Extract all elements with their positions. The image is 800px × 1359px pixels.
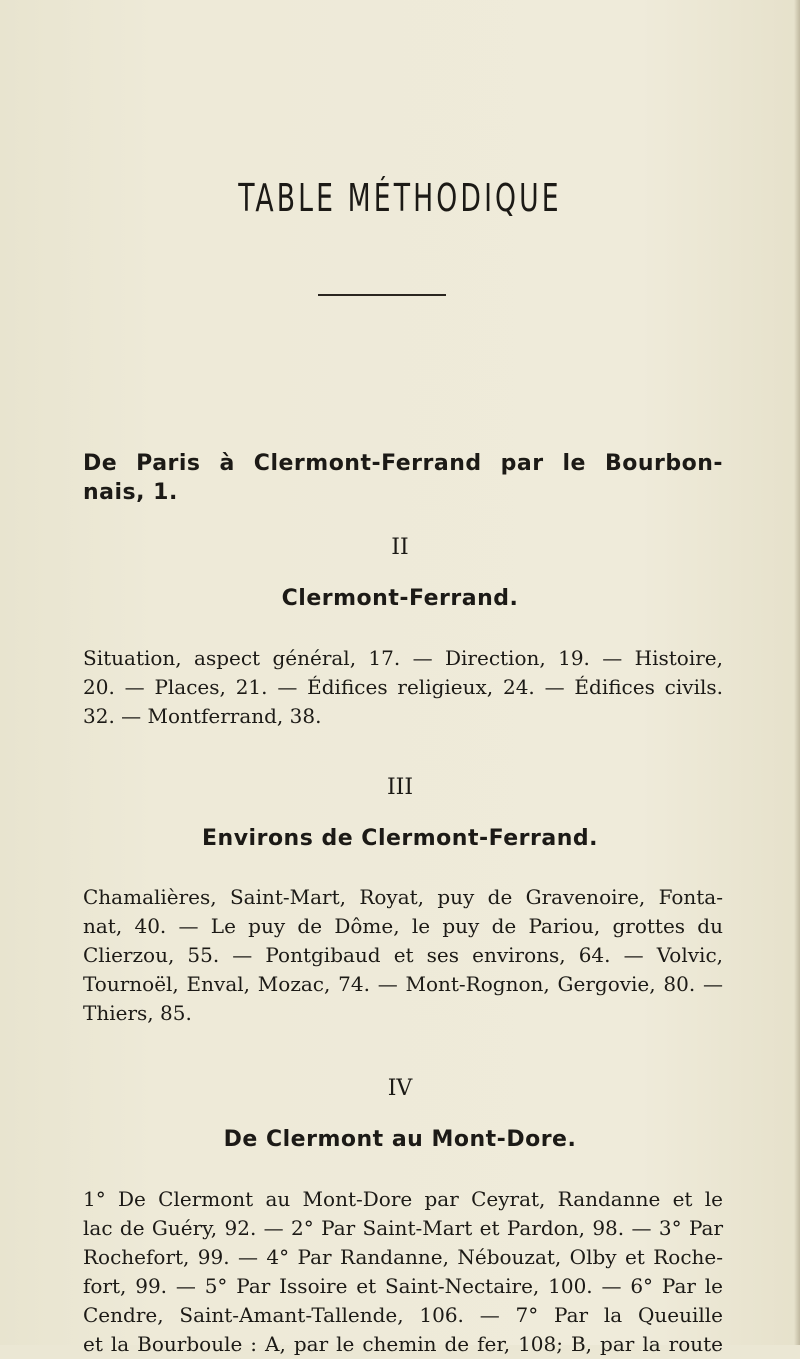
section-4-line-6: et la Bourboule : A, par le chemin de fer, 108; B, par la route [83,1332,723,1356]
section-4-line-4: fort, 99. — 5° Par Issoire et Saint-Nectaire, 100. — 6° Par le [83,1274,723,1298]
section-3-line-3: Clierzou, 55. — Pontgibaud et ses environs, 64. — Volvic, [83,943,723,967]
section-3-numeral: III [386,775,414,800]
section-2-line-1: Situation, aspect général, 17. — Direction, 19. — Histoire, [83,646,723,670]
section-2-line-3: 32. — Montferrand, 38. [83,704,322,728]
section-3-title: Environs de Clermont-Ferrand. [202,826,598,851]
section-1-heading-line-2: nais, 1. [83,480,178,505]
title-divider [318,294,446,296]
section-4-numeral: IV [387,1076,413,1101]
section-3-line-5: Thiers, 85. [83,1001,192,1025]
section-4-line-5: Cendre, Saint-Amant-Tallende, 106. — 7° Par la Queuille [83,1303,723,1327]
section-3-line-2: nat, 40. — Le puy de Dôme, le puy de Pariou, grottes du [83,914,723,938]
section-4-body [83,1185,723,1359]
section-4-line-2: lac de Guéry, 92. — 2° Par Saint-Mart et Pardon, 98. — 3° Par [83,1216,723,1240]
section-1-heading [83,449,723,507]
section-2-title: Clermont-Ferrand. [281,586,519,611]
section-2-line-2: 20. — Places, 21. — Édifices religieux, 24. — Édifices civils. [83,675,723,699]
section-4-line-1: 1° De Clermont au Mont-Dore par Ceyrat, Randanne et le [83,1187,723,1211]
section-1-heading-line-1: De Paris à Clermont-Ferrand par le Bourbon- [83,451,723,476]
section-4-line-3: Rochefort, 99. — 4° Par Randanne, Nébouzat, Olby et Roche- [83,1245,723,1269]
section-3-line-1: Chamalières, Saint-Mart, Royat, puy de Gravenoire, Fonta- [83,885,723,909]
section-2-body [83,644,723,731]
page-title: TABLE MÉTHODIQUE [238,176,562,220]
section-4-title: De Clermont au Mont-Dore. [223,1127,577,1152]
section-3-line-4: Tournoël, Enval, Mozac, 74. — Mont-Rognon, Gergovie, 80. — [83,972,723,996]
section-3-body [83,883,723,1028]
section-2-numeral: II [391,535,409,560]
